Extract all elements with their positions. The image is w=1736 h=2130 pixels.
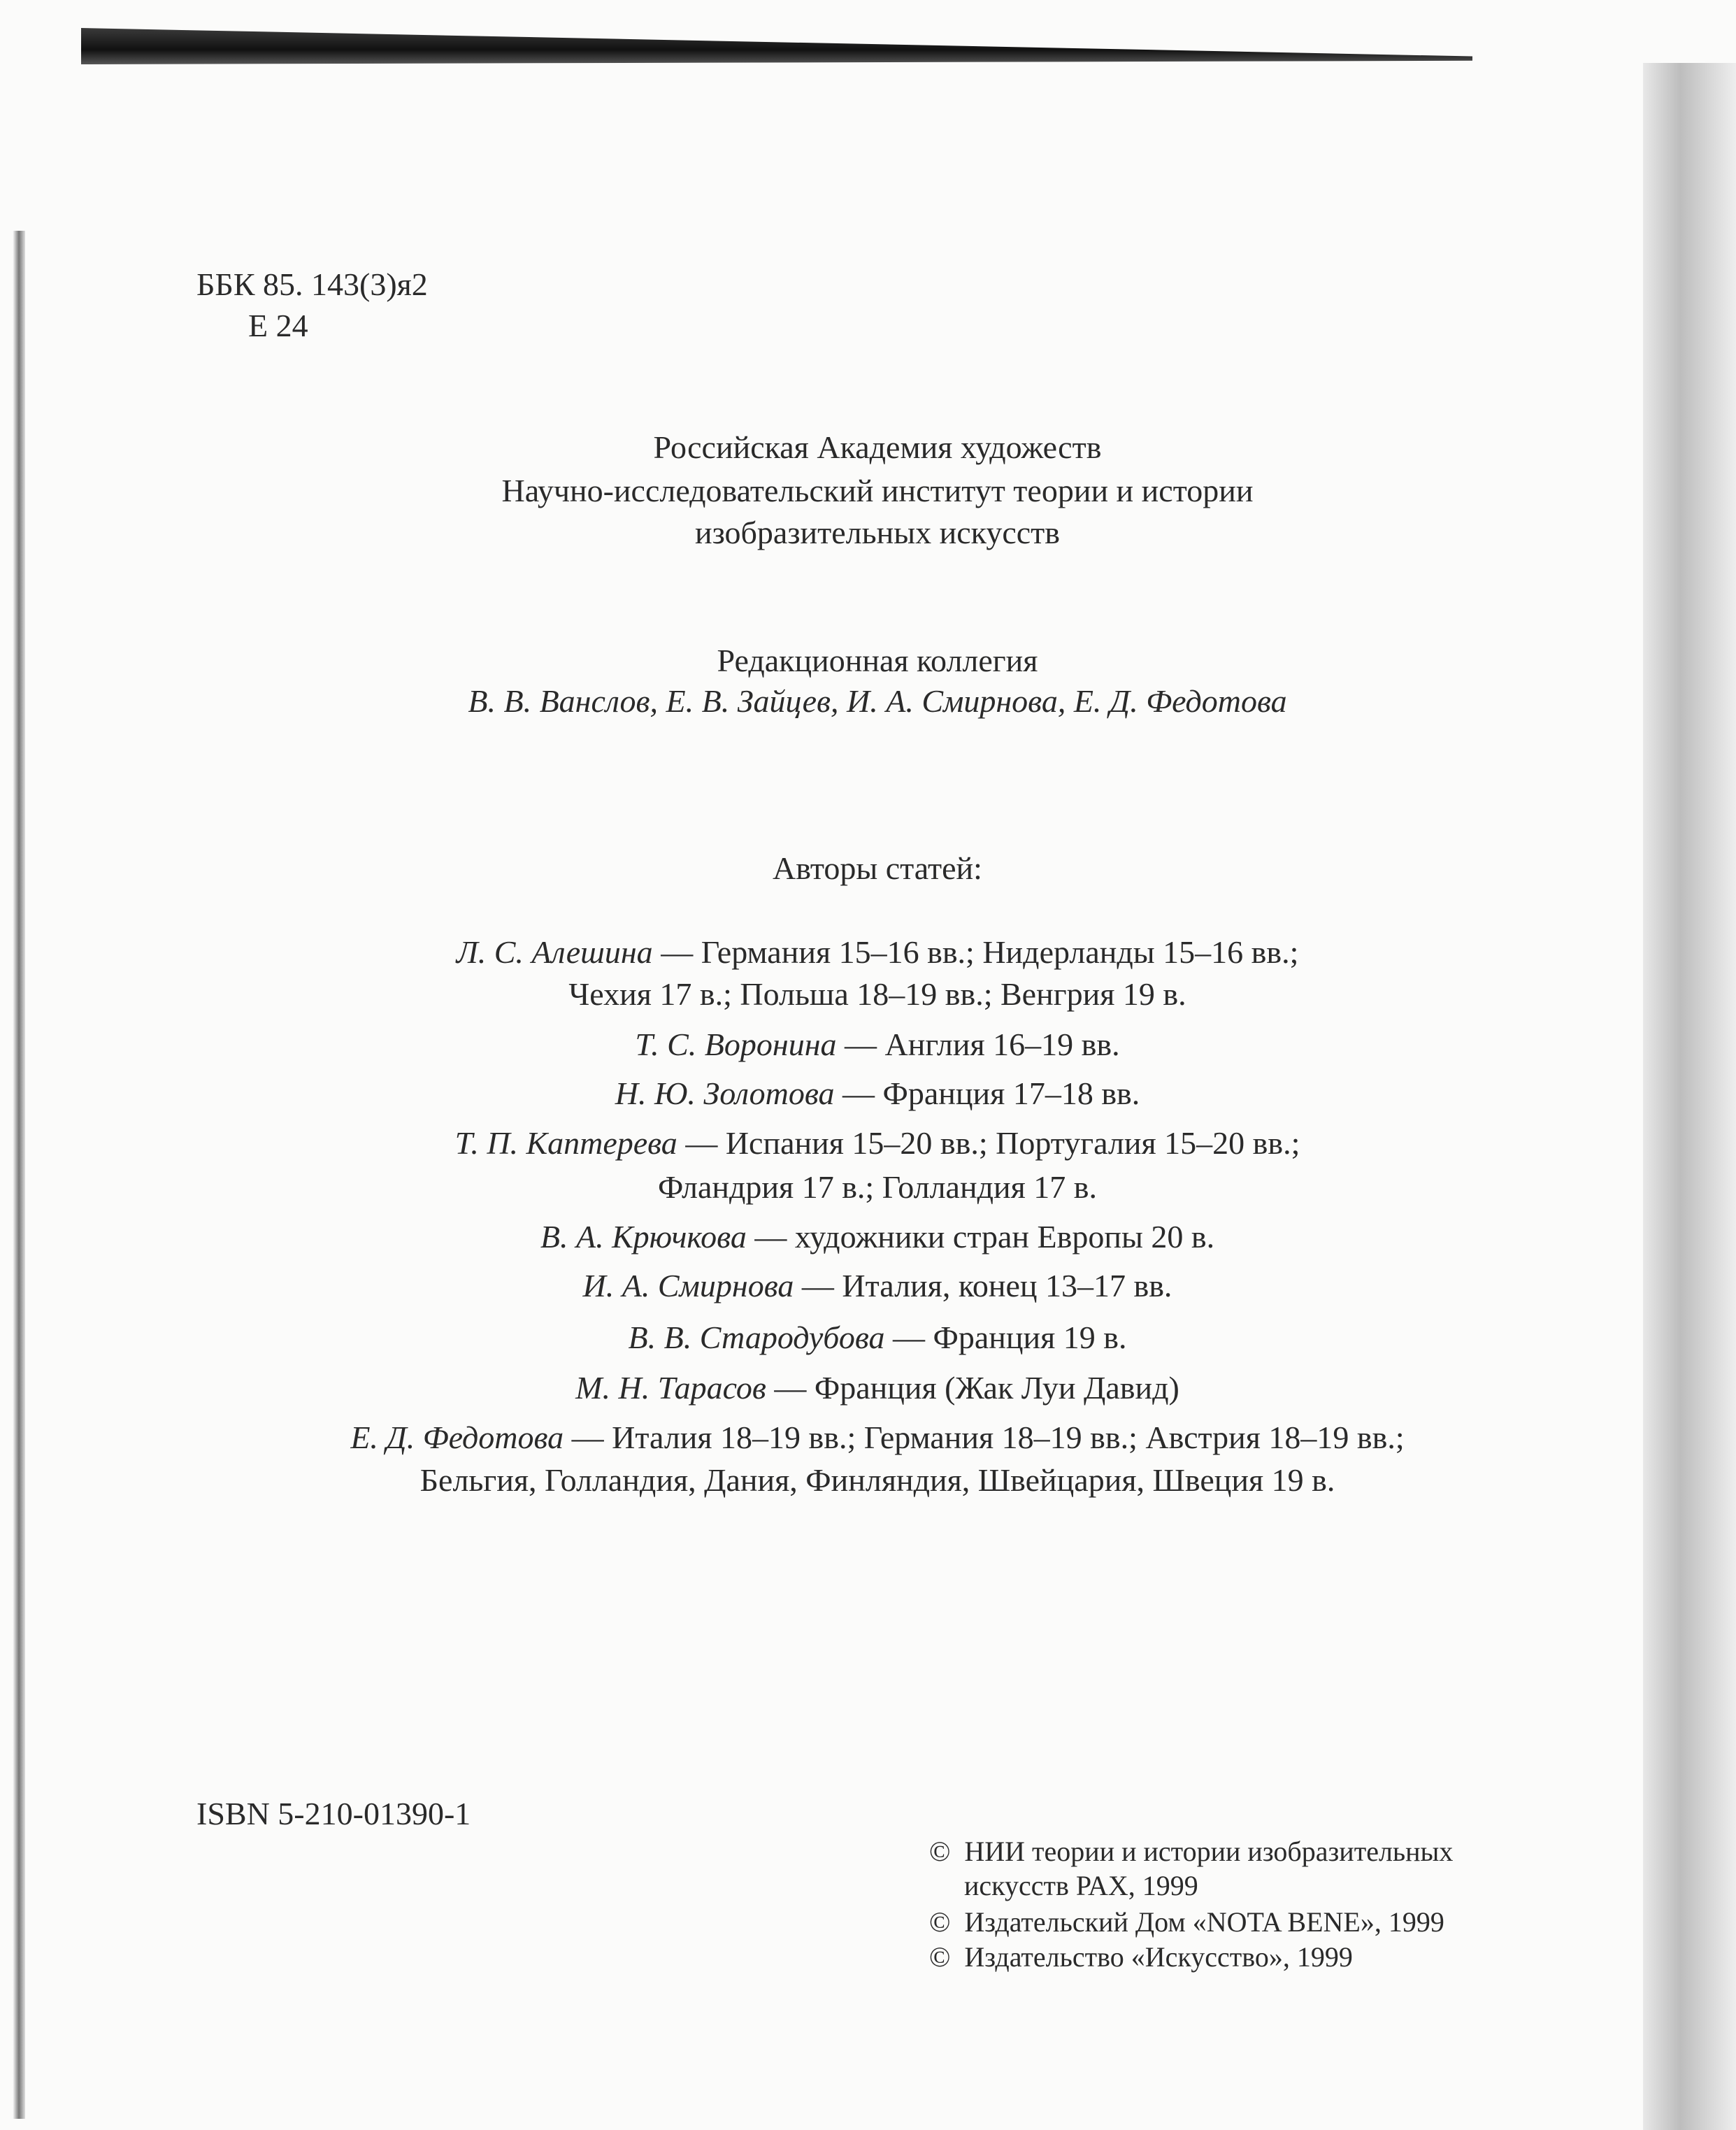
author-line [0, 1317, 1736, 1359]
editorial-board-heading: Редакционная коллегия [717, 643, 1038, 678]
author-topics: Бельгия, Голландия, Дания, Финляндия, Швейцария, Швеция 19 в. [419, 1462, 1335, 1498]
author-mark: Е 24 [248, 308, 308, 343]
copyright-line: © Издательство «Искусство», 1999 [929, 1941, 1353, 1973]
author-name: В. А. Крючкова [540, 1219, 747, 1255]
author-name: Л. С. Алешина [456, 934, 653, 970]
author-line [0, 1265, 1736, 1307]
author-topics: — Англия 16–19 вв. [836, 1027, 1120, 1062]
author-line [0, 931, 1736, 973]
institution-line-2: Научно-исследовательский институт теории и истории [501, 473, 1254, 508]
author-topics: — Испания 15–20 вв.; Португалия 15–20 вв.; [677, 1125, 1300, 1161]
author-topics: — Франция 19 в. [884, 1320, 1127, 1355]
scan-edge-top [81, 28, 1472, 64]
author-topics: Фландрия 17 в.; Голландия 17 в. [657, 1169, 1097, 1205]
author-topics: — Германия 15–16 вв.; Нидерланды 15–16 вв.; [652, 934, 1299, 970]
institution-line-3: изобразительных искусств [695, 515, 1060, 550]
author-name: Т. П. Каптерева [454, 1125, 677, 1161]
author-name: М. Н. Тарасов [575, 1370, 766, 1406]
author-line [0, 1417, 1736, 1459]
author-topics: Чехия 17 в.; Польша 18–19 вв.; Венгрия 19 в. [568, 976, 1186, 1012]
author-line [0, 1024, 1736, 1066]
author-topics: — Италия 18–19 вв.; Германия 18–19 вв.; Австрия 18–19 вв.; [564, 1420, 1405, 1455]
author-line [0, 1367, 1736, 1409]
authors-heading: Авторы статей: [773, 850, 982, 886]
author-line [0, 973, 1736, 1015]
author-name: В. В. Стародубова [628, 1320, 885, 1355]
author-name: Н. Ю. Золотова [615, 1075, 835, 1111]
author-topics: — художники стран Европы 20 в. [746, 1219, 1215, 1255]
author-topics: — Франция (Жак Луи Давид) [766, 1370, 1179, 1406]
copyright-line: © Издательский Дом «NOTA BENE», 1999 [929, 1906, 1444, 1938]
author-line [0, 1166, 1736, 1208]
author-name: Т. С. Воронина [635, 1027, 837, 1062]
author-line [0, 1216, 1736, 1258]
author-line [0, 1122, 1736, 1164]
editorial-board-members: В. В. Ванслов, Е. В. Зайцев, И. А. Смирнова, Е. Д. Федотова [468, 683, 1287, 719]
author-line [0, 1073, 1736, 1115]
isbn: ISBN 5-210-01390-1 [196, 1796, 471, 1831]
author-name: Е. Д. Федотова [350, 1420, 564, 1455]
author-topics: — Франция 17–18 вв. [834, 1075, 1140, 1111]
copyright-line: © НИИ теории и истории изобразительных [929, 1836, 1454, 1867]
author-name: И. А. Смирнова [582, 1268, 794, 1303]
author-line [0, 1459, 1736, 1501]
institution-line-1: Российская Академия художеств [653, 429, 1102, 465]
copyright-line: искусств РАХ, 1999 [929, 1870, 1198, 1901]
bbk-code: ББК 85. 143(3)я2 [196, 266, 428, 302]
author-topics: — Италия, конец 13–17 вв. [794, 1268, 1172, 1303]
